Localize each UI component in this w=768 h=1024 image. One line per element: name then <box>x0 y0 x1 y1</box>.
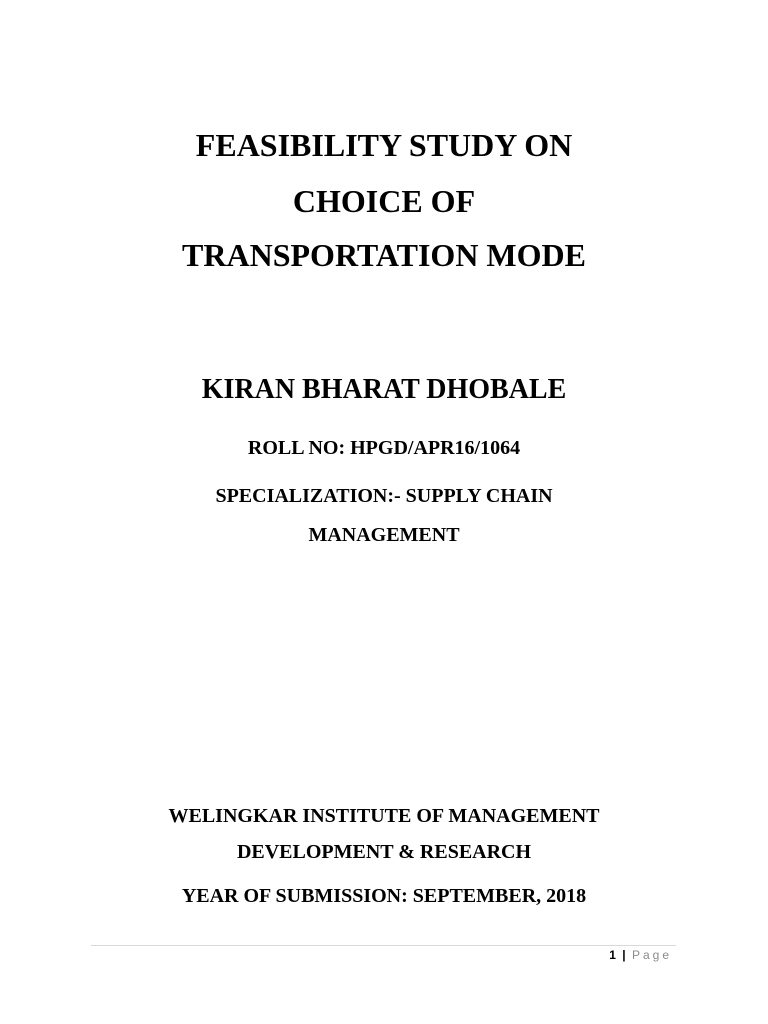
title-line-2: CHOICE OF <box>292 183 476 219</box>
title-line-1: FEASIBILITY STUDY ON <box>195 127 573 163</box>
title-line-3: TRANSPORTATION MODE <box>182 237 586 273</box>
page-label: Page <box>631 948 672 962</box>
specialization-line-2: MANAGEMENT <box>308 524 460 546</box>
institute-line-2: DEVELOPMENT & RESEARCH <box>236 841 532 863</box>
roll-number: ROLL NO: HPGD/APR16/1064 <box>247 437 521 459</box>
submission-year: YEAR OF SUBMISSION: SEPTEMBER, 2018 <box>181 885 587 907</box>
specialization-line-1: SPECIALIZATION:- SUPPLY CHAIN <box>215 485 553 507</box>
footer-divider <box>91 945 676 946</box>
page-number: 1 <box>609 948 616 962</box>
page-separator: | <box>622 948 626 962</box>
author-name: KIRAN BHARAT DHOBALE <box>201 374 567 405</box>
page-footer <box>609 949 672 961</box>
institute-line-1: WELINGKAR INSTITUTE OF MANAGEMENT <box>168 805 600 827</box>
